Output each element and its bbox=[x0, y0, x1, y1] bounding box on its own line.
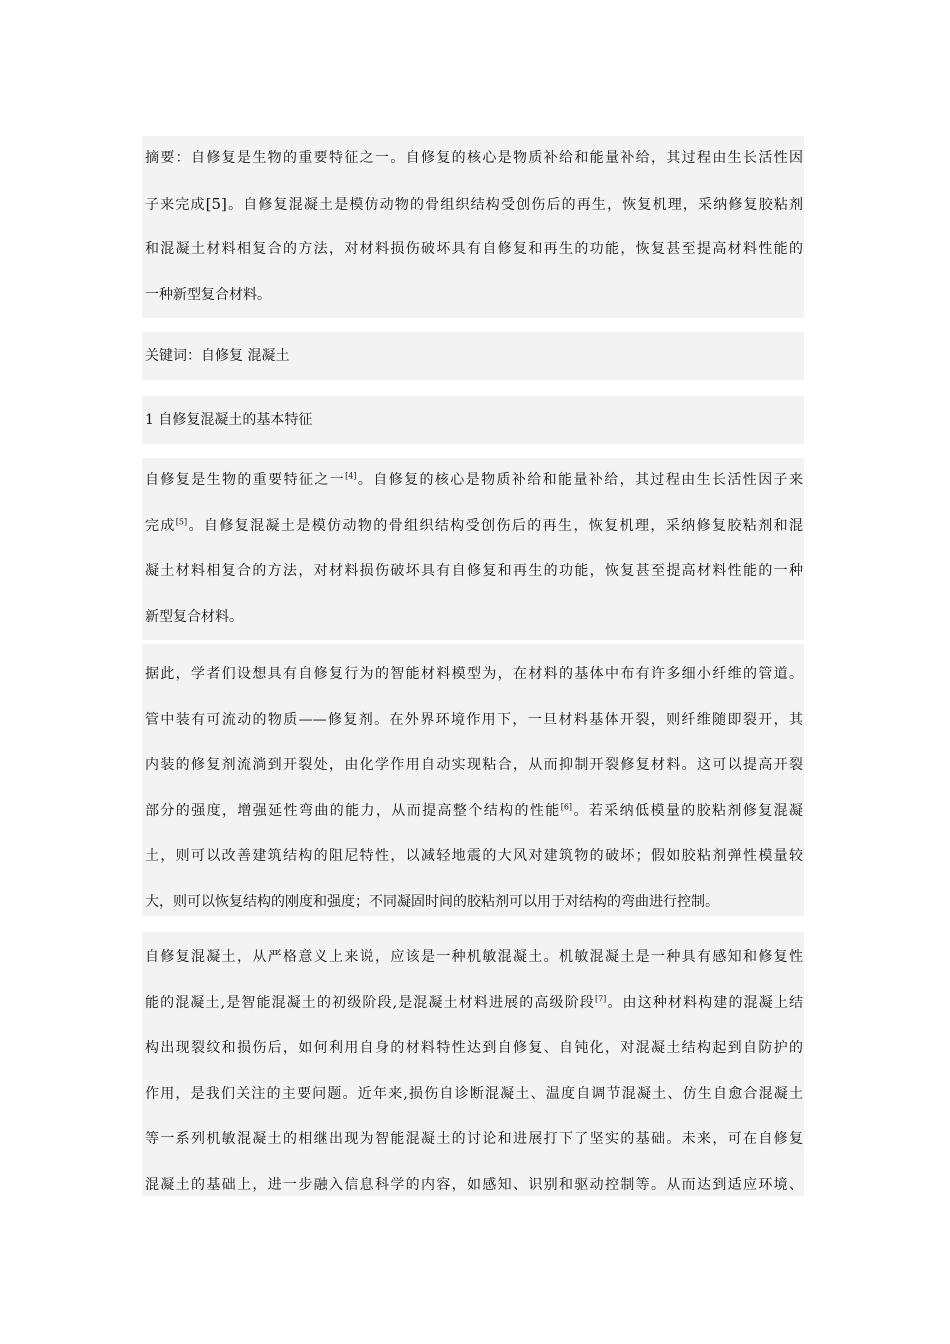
citation-5b[interactable]: [5] bbox=[175, 516, 188, 526]
abstract-line-3: 和混凝土材料相复合的方法，对材料损伤破坏具有自修复和再生的功能，恢复甚至提高材料性能的 bbox=[145, 241, 803, 257]
abstract-paragraph bbox=[145, 136, 803, 318]
paragraph-1 bbox=[145, 458, 803, 640]
paragraph-3 bbox=[145, 935, 803, 1208]
abstract-line-1: 摘要：自修复是生物的重要特征之一。自修复的核心是物质补给和能量补给，其过程由生长活性因 bbox=[145, 150, 803, 166]
citation-6[interactable]: [6] bbox=[560, 801, 573, 811]
para1-line-4: 新型复合材料。 bbox=[145, 608, 243, 625]
para2-line-2: 管中装有可流动的物质——修复剂。在外界环境作用下，一旦材料基体开裂，则纤维随即裂开，其 bbox=[145, 711, 803, 728]
para3-line-3: 构出现裂纹和损伤后，如何利用自身的材料特性达到自修复、自钝化，对混凝土结构起到自防护的 bbox=[145, 1040, 803, 1056]
para1-line-3: 凝土材料相复合的方法，对材料损伤破坏具有自修复和再生的功能，恢复甚至提高材料性能的一种 bbox=[145, 563, 803, 579]
citation-4[interactable]: [4] bbox=[345, 471, 357, 481]
para2-line-6: 大，则可以恢复结构的刚度和强度；不同凝固时间的胶粘剂可以用于对结构的弯曲进行控制。 bbox=[145, 893, 719, 910]
paragraph-2 bbox=[145, 652, 803, 925]
para3-line-2: 能的混凝土,是智能混凝土的初级阶段,是混凝土材料进展的高级阶段[7]。由这种材料构建的混凝上结 bbox=[145, 993, 803, 1011]
para3-line-1: 自修复混凝土，从严格意义上来说，应该是一种机敏混凝土。机敏混凝土是一种具有感知和修复性 bbox=[145, 949, 803, 965]
para2-line-3: 内装的修复剂流淌到开裂处，由化学作用自动实现粘合，从而抑制开裂修复材料。这可以提高开裂 bbox=[145, 757, 803, 773]
para2-line-1: 据此，学者们设想具有自修复行为的智能材料模型为，在材料的基体中布有许多细小纤维的管道。 bbox=[145, 666, 803, 682]
abstract-line-2: 子来完成[5]。自修复混凝土是模仿动物的骨组织结构受创伤后的再生，恢复机理，采纳修复胶粘剂 bbox=[145, 194, 803, 213]
abstract-line-4: 一种新型复合材料。 bbox=[145, 286, 271, 303]
para1-line-1: 自修复是生物的重要特征之一[4]。自修复的核心是物质补给和能量补给，其过程由生长活性因子来 bbox=[145, 471, 803, 488]
keywords: 关键词：自修复 混凝土 bbox=[145, 348, 290, 364]
para3-line-5: 等一系列机敏混凝土的相继出现为智能混凝土的讨论和进展打下了坚实的基础。未来，可在自修复 bbox=[145, 1131, 803, 1147]
para2-line-4: 部分的强度，增强延性弯曲的能力，从而提高整个结构的性能[6]。若采纳低模量的胶粘剂修复混凝 bbox=[145, 801, 803, 819]
para3-line-4: 作用，是我们关注的主要问题。近年来,损伤自诊断混凝土、温度自调节混凝土、仿生自愈合混凝土 bbox=[145, 1085, 803, 1102]
citation-7[interactable]: [7] bbox=[594, 993, 607, 1003]
para3-line-6: 混凝土的基础上，进一步融入信息科学的内容，如感知、识别和驱动控制等。从而达到适应环境、 bbox=[145, 1176, 803, 1193]
para2-line-5: 土，则可以改善建筑结构的阻尼特性，以减轻地震的大风对建筑物的破坏；假如胶粘剂弹性模量较 bbox=[145, 848, 803, 864]
section-heading: 1 自修复混凝土的基本特征 bbox=[145, 412, 313, 428]
para1-line-2: 完成[5]。自修复混凝土是模仿动物的骨组织结构受创伤后的再生，恢复机理，采纳修复胶粘剂和混 bbox=[145, 516, 803, 534]
citation-5[interactable]: [5] bbox=[205, 194, 227, 213]
